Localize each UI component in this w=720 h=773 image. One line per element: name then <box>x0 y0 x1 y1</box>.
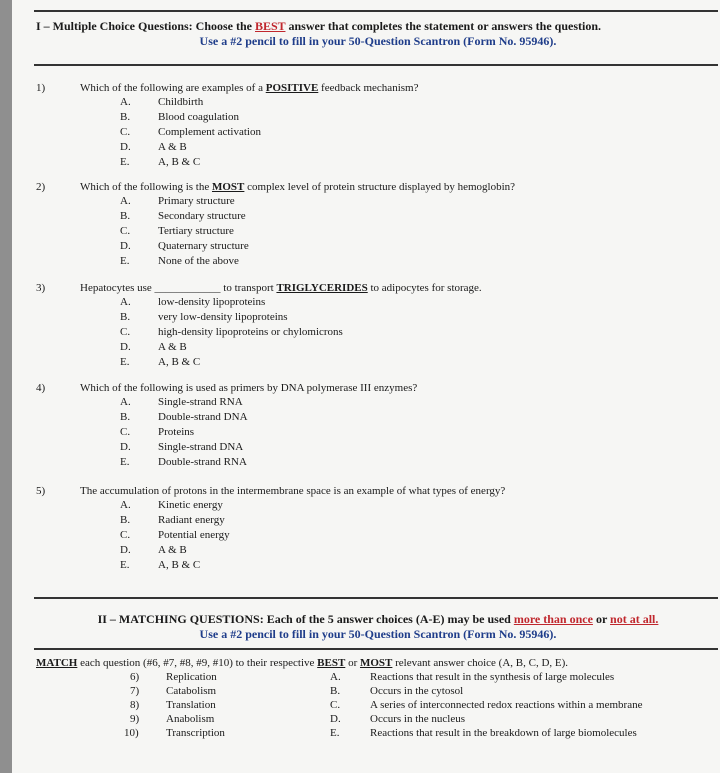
option: D. A & B <box>120 141 187 153</box>
option: D. Quaternary structure <box>120 240 249 252</box>
option: E. None of the above <box>120 255 239 267</box>
option: E. Double-strand RNA <box>120 456 247 468</box>
option: C. Potential energy <box>120 529 230 541</box>
option: C. high-density lipoproteins or chylomicrons <box>120 326 343 338</box>
match-left-item: 10) Transcription <box>124 727 225 739</box>
option: B. Blood coagulation <box>120 111 239 123</box>
option: D. Single-strand DNA <box>120 441 244 453</box>
question-3-text: Hepatocytes use ____________ to transport TRIGLYCERIDES to adipocytes for storage. <box>80 282 482 294</box>
match-right-item: E. Reactions that result in the breakdown of large biomolecules <box>330 727 637 739</box>
option: C. Tertiary structure <box>120 225 234 237</box>
match-right-item: A. Reactions that result in the synthesis of large molecules <box>330 671 615 683</box>
option: A. Primary structure <box>120 195 235 207</box>
option: B. Radiant energy <box>120 514 225 526</box>
option: A. Childbirth <box>120 96 204 108</box>
page-edge <box>0 0 12 773</box>
match-left-item: 8) Translation <box>130 699 216 711</box>
section2-instruction: Use a #2 pencil to fill in your 50-Question Scantron (Form No. 95946). <box>199 627 557 641</box>
question-1-text: Which of the following are examples of a POSITIVE feedback mechanism? <box>80 82 419 94</box>
option: D. A & B <box>120 544 187 556</box>
section2-rule <box>34 648 718 650</box>
top-rule <box>34 10 718 12</box>
option: E. A, B & C <box>120 559 201 571</box>
match-left-item: 7) Catabolism <box>130 685 217 697</box>
section1-header: I – Multiple Choice Questions: Choose the BEST answer that completes the statement or answers the question. Use a #2 pencil to fill in your 50-Question Scantron (Form No. 95946). <box>36 19 720 49</box>
match-right-item: D. Occurs in the nucleus <box>330 713 465 725</box>
option: B. Secondary structure <box>120 210 246 222</box>
option: C. Complement activation <box>120 126 261 138</box>
match-left-item: 9) Anabolism <box>130 713 215 725</box>
question-4-text: Which of the following is used as primers by DNA polymerase III enzymes? <box>80 382 418 394</box>
option: E. A, B & C <box>120 156 201 168</box>
section1-instruction: Use a #2 pencil to fill in your 50-Question Scantron (Form No. 95946). <box>199 34 557 48</box>
option: A. Single-strand RNA <box>120 396 243 408</box>
option: A. Kinetic energy <box>120 499 223 511</box>
question-2-text: Which of the following is the MOST complex level of protein structure displayed by hemoglobin? <box>80 181 516 193</box>
exam-page: I – Multiple Choice Questions: Choose the BEST answer that completes the statement or answers the question. Use a #2 pencil to fill in your 50-Question Scantron (Form No. 95946). 1) Which of the following are examples of a POSITIVE feedback mechanism? A. Childbirth B. Blood coagulation C. Complement activation D. A & B E. A, B & C 2) Which of the following is the MOST complex level of protein structure displayed by hemoglobin? A. Primary structure B. Secondary structure C. Tertiary structure D. Quaternary structure E. None of the above 3) Hepatocytes use ____________ to transport TRIGLYCERIDES to adipocytes for storage. A. low-density lipoproteins B. very low-density lipoproteins C. high-density lipoproteins or chylomicrons D. A & B E. A, B & C 4) Which of the following is used as primers by DNA polymerase III enzymes? A. Single-strand RNA B. Double-strand DNA C. Proteins D. Single-strand DNA E. Double-strand RNA 5) The accumulation of protons in the intermembrane space is an example of what types of energy? A. Kinetic energy B. Radiant energy C. Potential energy D. A & B E. A, B & C II – MATCHING QUESTIONS: Each of the 5 answer choices (A-E) may be used more than once or not at all. Use a #2 pencil to fill in your 50-Question Scantron (Form No. 95946). MATCH each question (#6, #7, #8, #9, #10) to their respective BEST or MOST relevant answer choice (A, B, C, D, E). 6) Replication 7) Catabolism 8) Translation 9) Anabolism 10) Transcription A. Reactions that result in the synthesis of large molecules B. Occurs in the cytosol C. A series of interconnected redox reactions within a membrane D. Occurs in the nucleus E. Reactions that result in the breakdown of large biomolecules <box>12 0 720 773</box>
option: B. Double-strand DNA <box>120 411 248 423</box>
matching-instruction: MATCH each question (#6, #7, #8, #9, #10) to their respective BEST or MOST relevant answer choice (A, B, C, D, E). <box>36 657 569 669</box>
option: A. low-density lipoproteins <box>120 296 266 308</box>
match-right-item: B. Occurs in the cytosol <box>330 685 464 697</box>
match-left-item: 6) Replication <box>130 671 217 683</box>
question-5-text: The accumulation of protons in the intermembrane space is an example of what types of energy? <box>80 485 506 497</box>
section2-top-rule <box>34 597 718 599</box>
option: D. A & B <box>120 341 187 353</box>
option: B. very low-density lipoproteins <box>120 311 288 323</box>
section1-rule <box>34 64 718 66</box>
option: E. A, B & C <box>120 356 201 368</box>
option: C. Proteins <box>120 426 195 438</box>
section2-header: II – MATCHING QUESTIONS: Each of the 5 answer choices (A-E) may be used more than once or not at all. Use a #2 pencil to fill in your 50-Question Scantron (Form No. 95946). <box>36 612 720 642</box>
match-right-item: C. A series of interconnected redox reactions within a membrane <box>330 699 643 711</box>
